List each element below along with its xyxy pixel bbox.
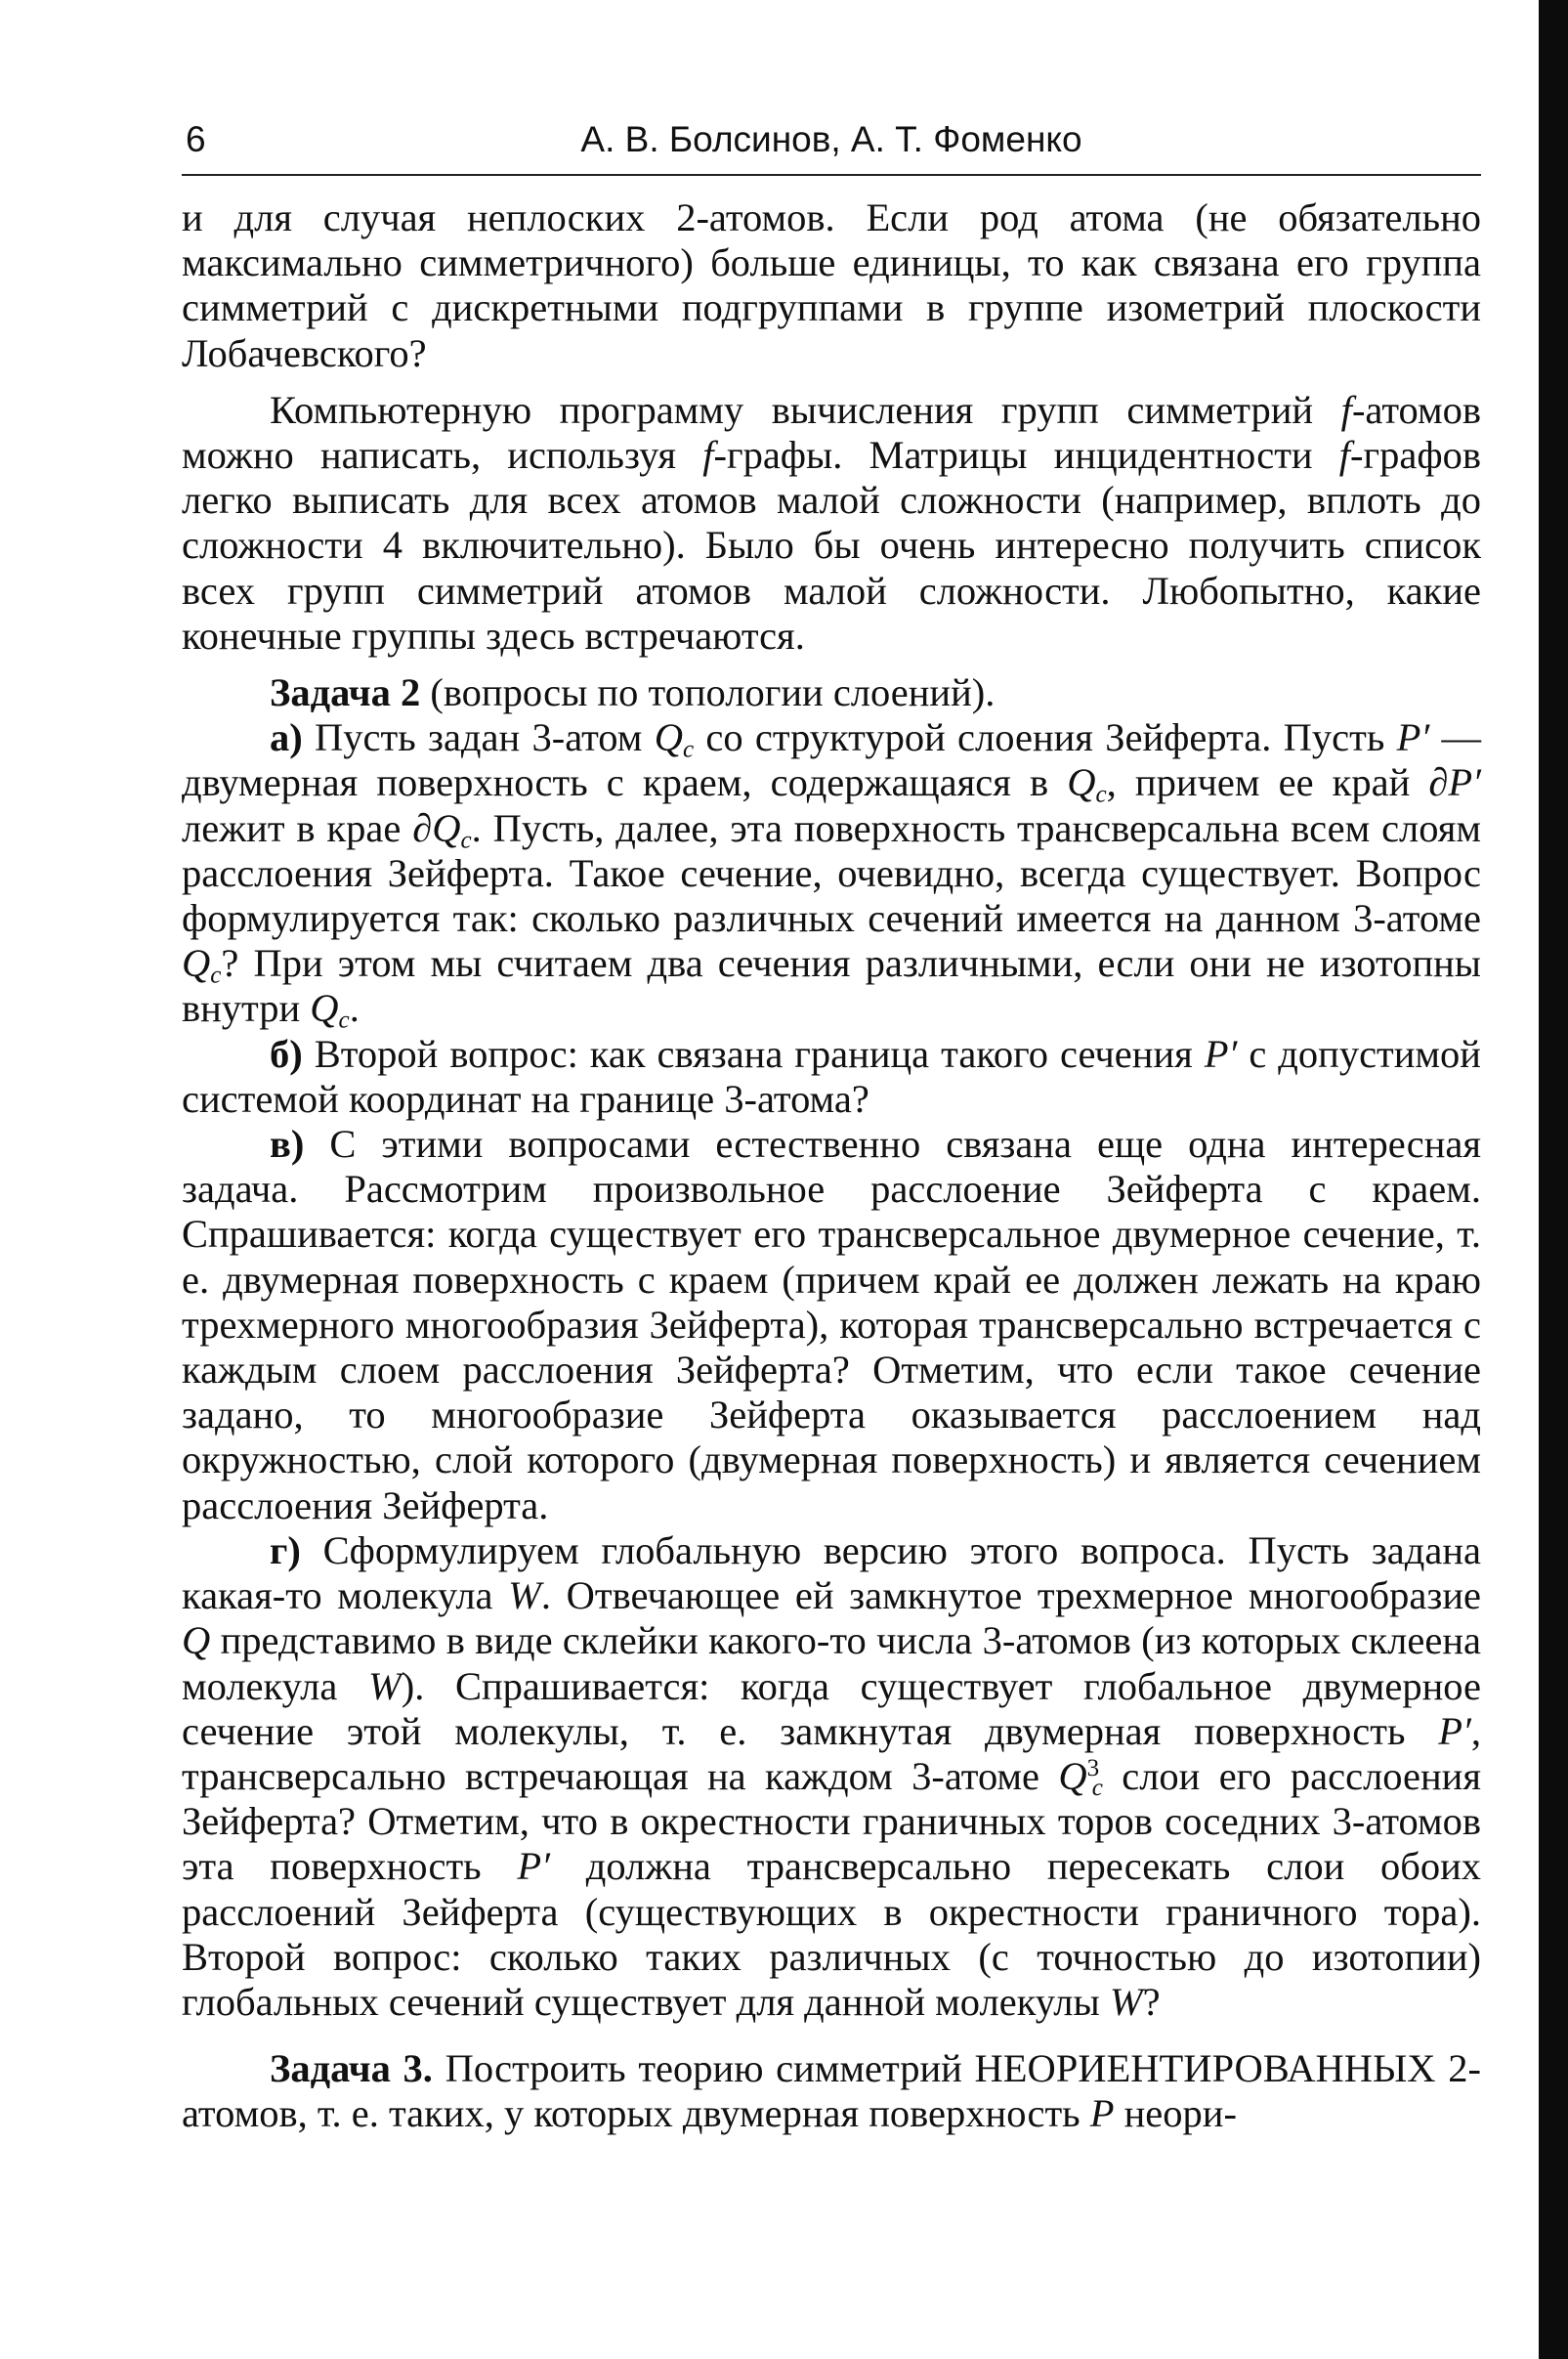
task-2-part-v: в) С этими вопросами естественно связана еще одна интересная задача. Рассмотрим произвольное расслоение Зейферта с краем. Спрашивается: когда существует его трансверсальное двумерное сечение, т. е. двумерная поверхность с краем (причем край ее должен лежать на краю трехмерного многообразия Зейферта), которая трансверсально встречается с каждым слоем расслоения Зейферта? Отметим, что если такое сечение задано, то многообразие Зейферта оказывается расслоением над окружностью, слой которого (двумерная поверхность) и является сечением расслоения Зейферта. [182, 1122, 1481, 1527]
page-edge-shadow [1539, 0, 1568, 2359]
task-2-part-a: а) Пусть задан 3-атом $Q_c$ со структурой слоения Зейферта. Пусть P′ — двумерная поверхность с краем, содержащаяся в $Q_c$, причем ее край ∂P′ лежит в крае $\partial Q_c$. Пусть, далее, эта поверхность трансверсальна всем слоям расслоения Зейферта. Такое сечение, очевидно, всегда существует. Вопрос формулируется так: сколько различных сечений имеется на данном 3-атоме $Q_c$? При этом мы считаем два сечения различными, если они не изотопны внутри $Q_c$. [182, 715, 1482, 1034]
page-header [182, 115, 1481, 176]
paragraph-continuation: и для случая неплоских 2-атомов. Если род атома (не обязательно максимально симметричного) больше единицы, то как связана его группа симметрий с дискретными подгруппами в группе изометрий плоскости Лобачевского? [182, 195, 1481, 375]
task-2-part-b: б) Второй вопрос: как связана граница такого сечения P′ с допустимой системой координат на границе 3-атома? [182, 1031, 1481, 1121]
book-page [182, 115, 1481, 2137]
task-3: Задача 3. Построить теорию симметрий НЕОРИЕНТИРОВАННЫХ 2-атомов, т. е. таких, у которых двумерная поверхность P неори- [182, 2046, 1481, 2136]
task-2-heading: Задача 2 (вопросы по топологии слоений). [270, 670, 996, 715]
task-2-part-g: г) Сформулируем глобальную версию этого вопроса. Пусть задана какая-то молекула W. Отвечающее ей замкнутое трехмерное многообразие Q представимо в виде склейки какого-то числа 3-атомов (из которых склеена молекула W). Спрашивается: когда существует глобальное двумерное сечение этой молекулы, т. е. замкнутая двумерная поверхность P′, трансверсально встречающая на каждом 3-атоме $Q^3_c$ слои его расслоения Зейферта? Отметим, что в окрестности граничных торов соседних 3-атомов эта поверхность P′ должна трансверсально пересекать слои обоих расслоений Зейферта (существующих в окрестности граничного тора). Второй вопрос: сколько таких различных (с точностью до изотопии) глобальных сечений существует для данной молекулы W? [182, 1527, 1482, 2024]
running-head: А. В. Болсинов, А. Т. Фоменко [580, 119, 1082, 159]
body-text [182, 195, 1481, 2137]
paragraph-computer-program: Компьютерную программу вычисления групп симметрий f-атомов можно написать, используя f-графы. Матрицы инцидентности f-графов легко выписать для всех атомов малой сложности (например, вплоть до сложности 4 включительно). Было бы очень интересно получить список всех групп симметрий атомов малой сложности. Любопытно, какие конечные группы здесь встречаются. [182, 387, 1481, 658]
page-number: 6 [186, 119, 206, 159]
